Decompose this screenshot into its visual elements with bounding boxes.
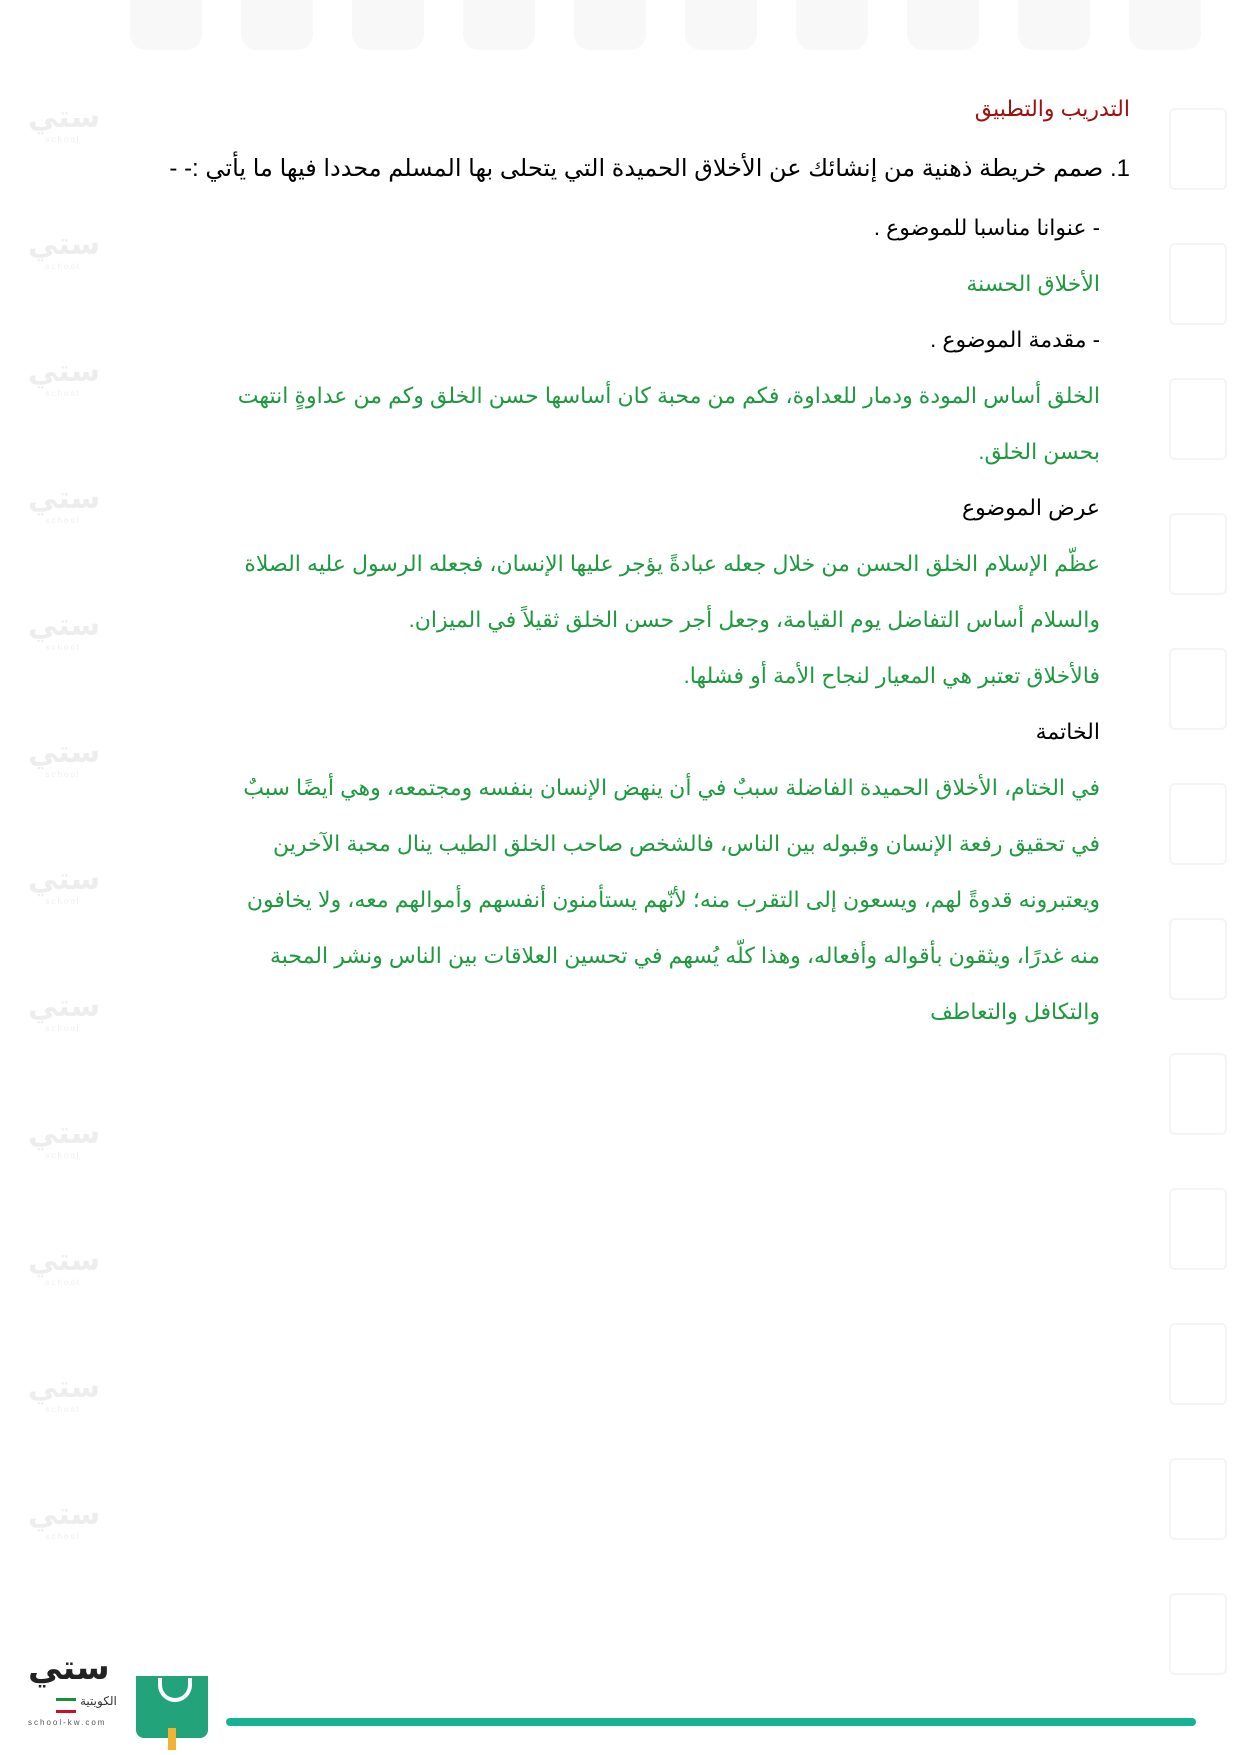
intro-answer-line-1: الخلق أساس المودة ودمار للعداوة، فكم من محبة كان أساسها حسن الخلق وكم من عداوةٍ انتهت [237, 383, 1100, 408]
conclusion-line-1: في الختام، الأخلاق الحميدة الفاضلة سببٌ في أن ينهض الإنسان بنفسه ومجتمعه، وهي أيضًا سببٌ [243, 775, 1100, 800]
watermark-left-column: ستي school ستي school ستي school ستي school ستي school ستي school ستي school ستي school ستي school ستي school ستي school ستي school [28, 101, 101, 1541]
watermark-right-column [1163, 100, 1233, 1720]
footer-divider [226, 1718, 1196, 1726]
section-heading: التدريب والتطبيق [974, 96, 1130, 121]
conclusion-line-5: والتكافل والتعاطف [930, 999, 1100, 1024]
logo-subtitle: الكويتية [80, 1694, 117, 1708]
intro-label: - مقدمة الموضوع . [930, 327, 1100, 352]
title-label: - عنوانا مناسبا للموضوع . [873, 215, 1100, 240]
question-text: 1. صمم خريطة ذهنية من إنشائك عن الأخلاق الحميدة التي يتحلى بها المسلم محددا فيها ما يأتي :- - [169, 155, 1130, 182]
conclusion-line-4: منه غدرًا، ويثقون بأقواله وأفعاله، وهذا كلّه يُسهم في تحسين العلاقات بين الناس ونشر المحبة [269, 943, 1100, 968]
watermark-top-strip [130, 0, 1201, 55]
footer-logo [24, 1648, 214, 1748]
body-answer-line-3: فالأخلاق تعتبر هي المعيار لنجاح الأمة أو فشلها. [683, 663, 1100, 688]
logo-url: school-kw.com [28, 1718, 107, 1727]
logo-text: ستي [28, 1649, 110, 1687]
kuwait-flag-icon [56, 1698, 76, 1713]
title-answer: الأخلاق الحسنة [966, 271, 1100, 296]
body-answer-line-1: عظّم الإسلام الخلق الحسن من خلال جعله عبادةً يؤجر عليها الإنسان، فجعله الرسول عليه الصلاة [244, 551, 1100, 576]
conclusion-line-2: في تحقيق رفعة الإنسان وقبوله بين الناس، فالشخص صاحب الخلق الطيب ينال محبة الآخرين [272, 831, 1100, 856]
body-label: عرض الموضوع [961, 495, 1100, 520]
body-answer-line-2: والسلام أساس التفاضل يوم القيامة، وجعل أجر حسن الخلق ثقيلاً في الميزان. [408, 607, 1100, 632]
bookmark-icon [168, 1728, 176, 1750]
conclusion-line-3: ويعتبرونه قدوةً لهم، ويسعون إلى التقرب منه؛ لأنّهم يستأمنون أنفسهم وأموالهم معه، ولا يخافون [246, 887, 1100, 912]
answer-block [238, 200, 1100, 1040]
intro-answer-line-2: بحسن الخلق. [978, 439, 1100, 464]
conclusion-label: الخاتمة [1035, 719, 1100, 744]
